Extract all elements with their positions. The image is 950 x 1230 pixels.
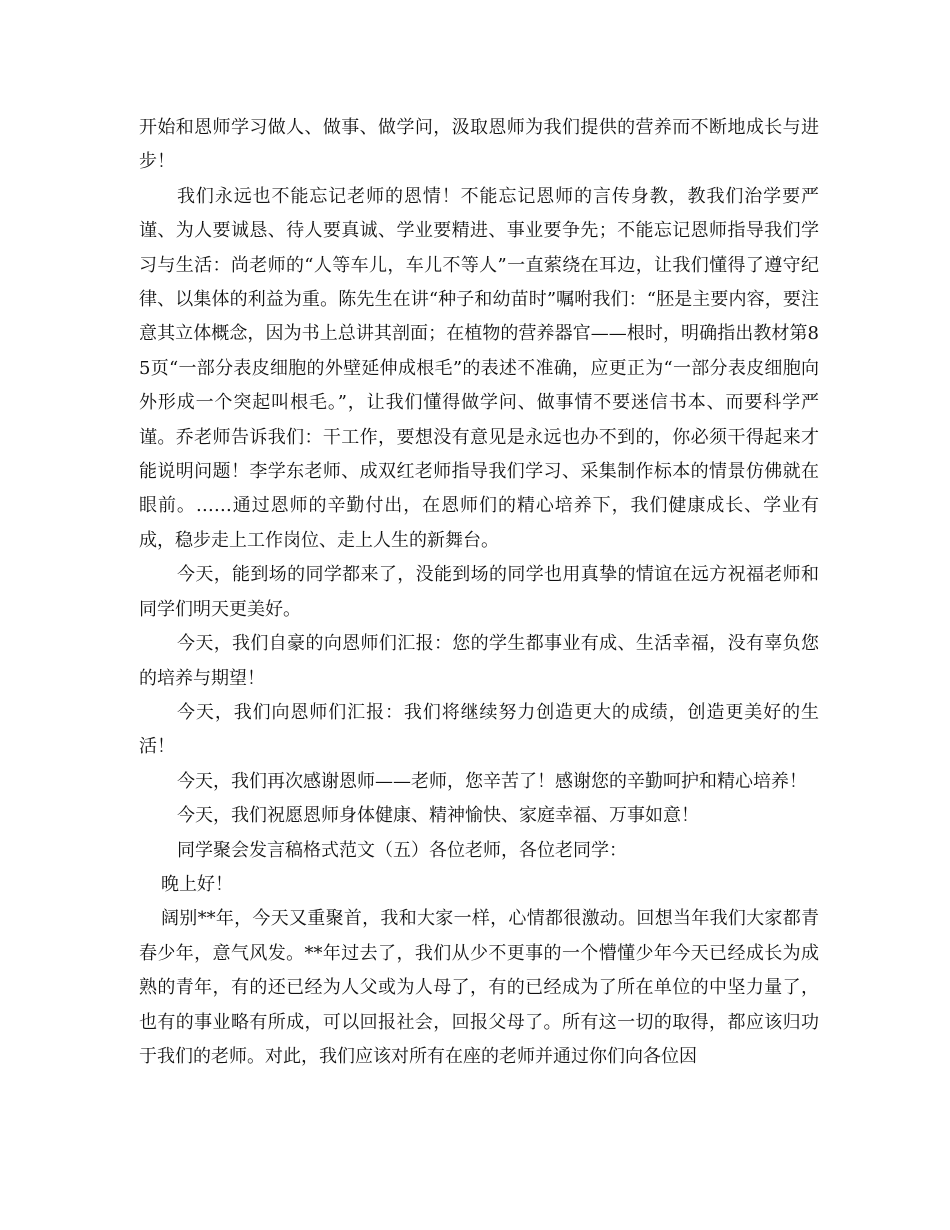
paragraph-3: 今天，能到场的同学都来了，没能到场的同学也用真挚的情谊在远方祝福老师和同学们明天更美好。 [139, 564, 819, 620]
paragraph-6: 今天，我们再次感谢恩师——老师，您辛苦了！感谢您的辛勤呵护和精心培养！ [177, 770, 807, 792]
document-body [139, 111, 819, 1074]
paragraph-10: 阔别**年，今天又重聚首，我和大家一样，心情都很激动。回想当年我们大家都青春少年，意气风发。**年过去了，我们从少不更事的一个懵懂少年今天已经成长为成熟的青年，有的还已经为人父或为人母了，有的已经成为了所在单位的中坚力量了，也有的事业略有所成，可以回报社会，回报父母了。所有这一切的取得，都应该归功于我们的老师。对此，我们应该对所有在座的老师并通过你们向各位因 [139, 908, 819, 1067]
paragraph-1: 开始和恩师学习做人、做事、做学问，汲取恩师为我们提供的营养而不断地成长与进步！ [139, 117, 819, 173]
paragraph-7: 今天，我们祝愿恩师身体健康、精神愉快、家庭幸福、万事如意！ [177, 805, 699, 827]
paragraph-5: 今天，我们向恩师们汇报：我们将继续努力创造更大的成绩，创造更美好的生活！ [139, 701, 819, 758]
paragraph-8-heading: 同学聚会发言稿格式范文（五）各位老师，各位老同学： [177, 839, 627, 861]
paragraph-2: 我们永远也不能忘记老师的恩情！不能忘记恩师的言传身教，教我们治学要严谨、为人要诚恳、待人要真诚、学业要精进、事业要争先；不能忘记恩师指导我们学习与生活：尚老师的“人等车儿，车儿不等人”一直萦绕在耳边，让我们懂得了遵守纪律、以集体的利益为重。陈先生在讲“种子和幼苗时”嘱咐我们：“胚是主要内容，要注意其立体概念，因为书上总讲其剖面；在植物的营养器官——根时，明确指出教材第85页“一部分表皮细胞的外壁延伸成根毛”的表述不准确，应更正为“一部分表皮细胞向外形成一个突起叫根毛。”，让我们懂得做学问、做事情不要迷信书本、而要科学严谨。乔老师告诉我们：干工作，要想没有意见是永远也办不到的，你必须干得起来才能说明问题！李学东老师、成双红老师指导我们学习、采集制作标本的情景仿佛就在眼前。……通过恩师的辛勤付出，在恩师们的精心培养下，我们健康成长、学业有成，稳步走上工作岗位、走上人生的新舞台。 [139, 185, 819, 551]
paragraph-9-greeting: 晚上好！ [161, 873, 233, 895]
paragraph-4: 今天，我们自豪的向恩师们汇报：您的学生都事业有成、生活幸福，没有辜负您的培养与期望！ [139, 633, 819, 689]
